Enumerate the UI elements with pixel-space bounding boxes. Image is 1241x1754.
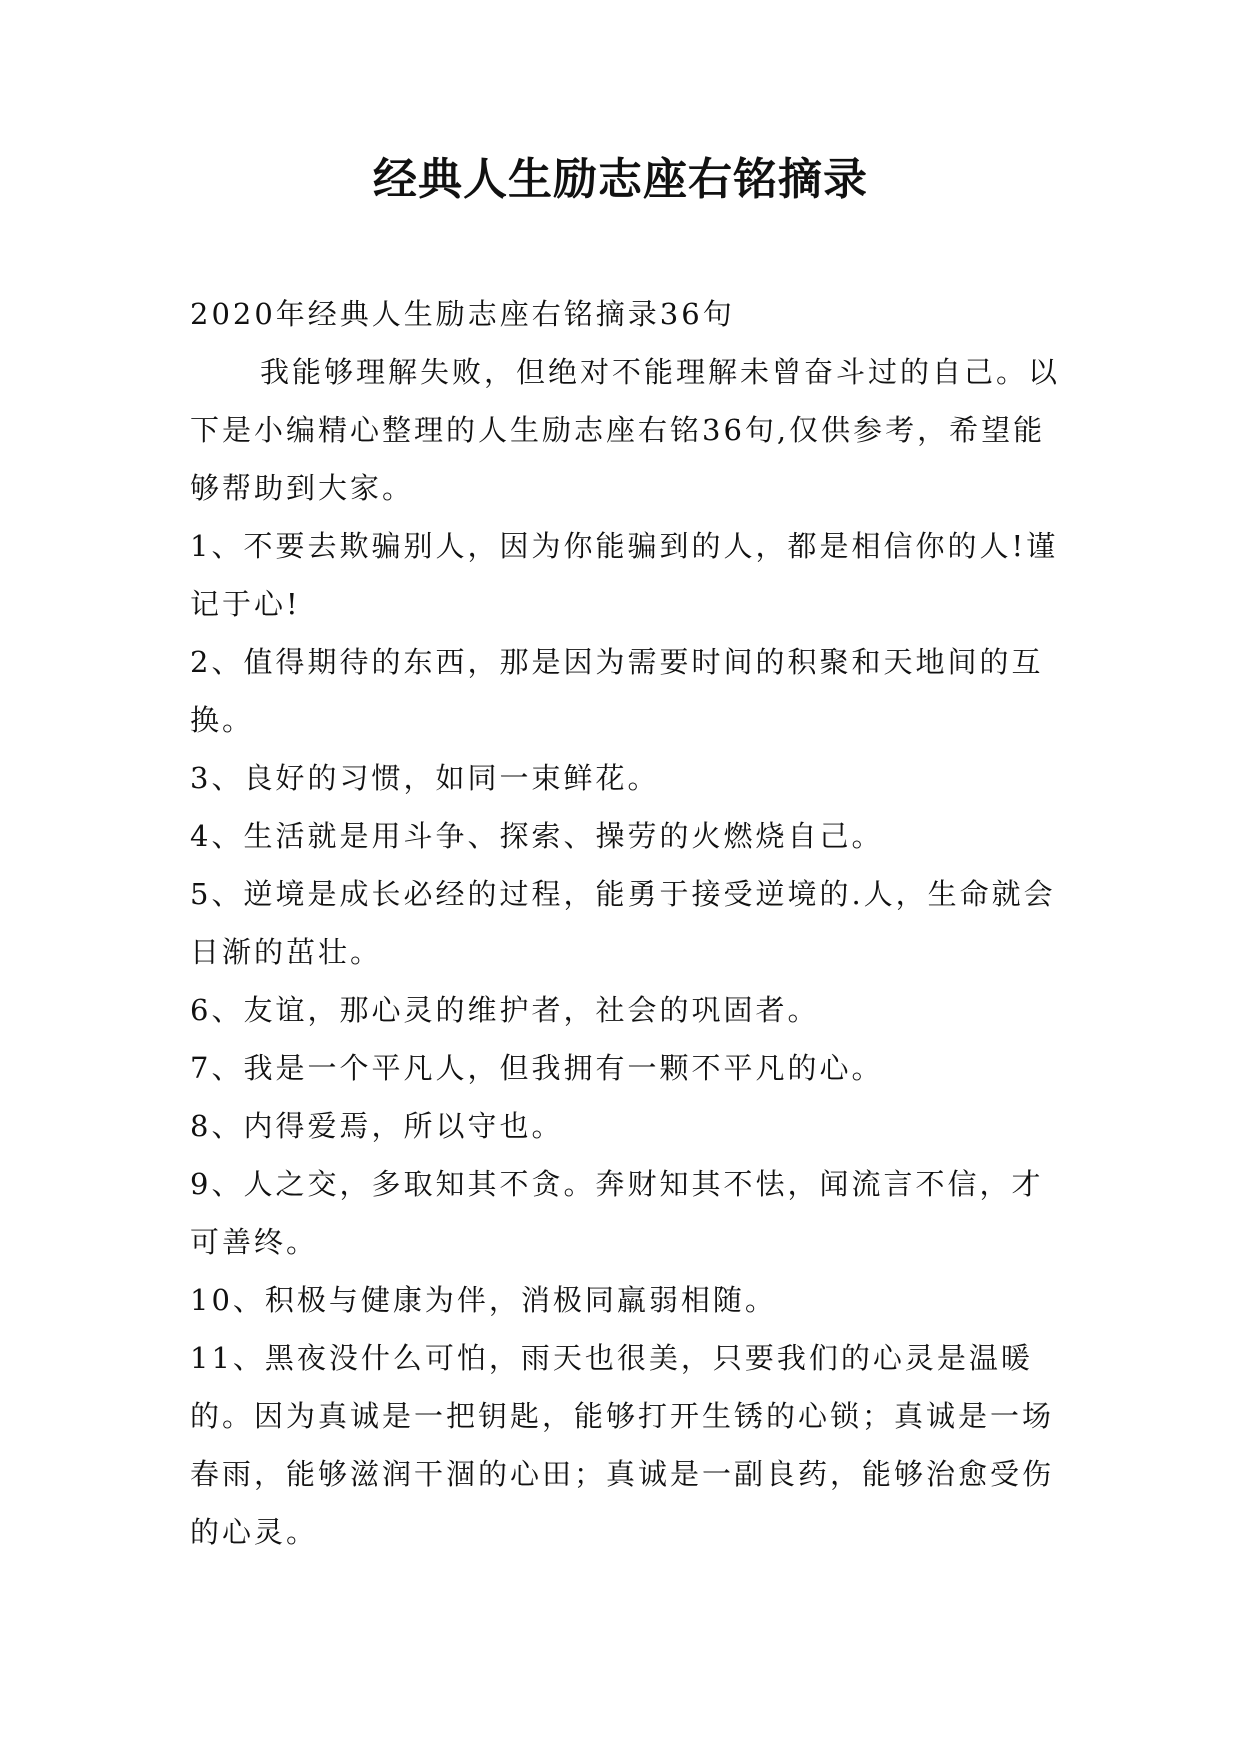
document-subtitle: 2020年经典人生励志座右铭摘录36句 bbox=[190, 297, 735, 331]
list-item: 7、我是一个平凡人，但我拥有一颗不平凡的心。 bbox=[190, 1051, 884, 1085]
list-item: 1、不要去欺骗别人，因为你能骗到的人，都是相信你的人!谨记于心! bbox=[190, 529, 1059, 621]
list-item: 2、值得期待的东西，那是因为需要时间的积聚和天地间的互换。 bbox=[190, 645, 1044, 737]
document-title: 经典人生励志座右铭摘录 bbox=[373, 154, 868, 205]
list-item: 8、内得爱焉，所以守也。 bbox=[190, 1109, 564, 1143]
list-item: 10、积极与健康为伴，消极同羸弱相随。 bbox=[190, 1283, 777, 1317]
list-item: 3、良好的习惯，如同一束鲜花。 bbox=[190, 761, 660, 795]
list-item: 6、友谊，那心灵的维护者，社会的巩固者。 bbox=[190, 993, 820, 1027]
list-item: 5、逆境是成长必经的过程，能勇于接受逆境的.人，生命就会日渐的茁壮。 bbox=[190, 877, 1056, 969]
list-item: 4、生活就是用斗争、探索、操劳的火燃烧自己。 bbox=[190, 819, 884, 853]
list-item: 9、人之交，多取知其不贪。奔财知其不怯，闻流言不信，才可善终。 bbox=[190, 1167, 1044, 1259]
list-item: 11、黑夜没什么可怕，雨天也很美，只要我们的心灵是温暖的。因为真诚是一把钥匙，能够打开生锈的心锁；真诚是一场春雨，能够滋润干涸的心田；真诚是一副良药，能够治愈受伤的心灵。 bbox=[190, 1341, 1055, 1549]
document-body bbox=[190, 285, 1070, 1561]
intro-paragraph: 我能够理解失败，但绝对不能理解未曾奋斗过的自己。以下是小编精心整理的人生励志座右铭36句,仅供参考，希望能够帮助到大家。 bbox=[190, 355, 1061, 505]
